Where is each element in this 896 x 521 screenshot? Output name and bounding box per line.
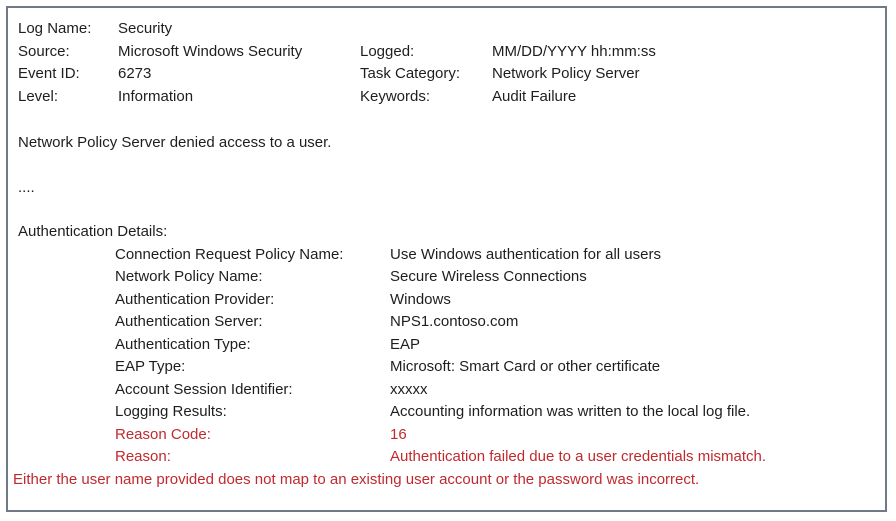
- detail-value: Microsoft: Smart Card or other certificate: [390, 358, 661, 375]
- source-value: Microsoft Windows Security: [118, 42, 303, 60]
- source-label: Source:: [18, 42, 70, 60]
- detail-row-network-policy: [18, 266, 875, 289]
- detail-row-connection-request-policy: [18, 244, 875, 267]
- detail-value: NPS1.contoso.com: [390, 313, 519, 330]
- detail-value: xxxxx: [390, 380, 428, 398]
- detail-row-logging-results: [18, 401, 875, 424]
- authentication-details-title: Authentication Details:: [18, 223, 168, 240]
- detail-label: Authentication Server:: [115, 313, 263, 330]
- keywords-label: Keywords:: [360, 87, 431, 105]
- detail-row-authentication-provider: [18, 289, 875, 312]
- level-label: Level:: [18, 87, 59, 105]
- detail-value: Authentication failed due to a user credentials mismatch.: [390, 448, 767, 465]
- event-log-panel: [6, 6, 887, 512]
- detail-row-eap-type: [18, 356, 875, 379]
- event-id-label: Event ID:: [18, 65, 80, 82]
- header-row-level: [18, 86, 875, 109]
- detail-label: Reason:: [115, 448, 171, 465]
- detail-value: Secure Wireless Connections: [390, 268, 587, 285]
- ellipsis-text: ....: [18, 178, 35, 196]
- failure-explanation-text: Either the user name provided does not map to an existing user account or the password was incorrect.: [13, 470, 700, 488]
- detail-row-authentication-type: [18, 334, 875, 357]
- task-category-label: Task Category:: [360, 65, 461, 82]
- detail-label: Authentication Provider:: [115, 290, 275, 308]
- event-log-content: [8, 8, 885, 491]
- detail-value: Accounting information was written to the local log file.: [390, 403, 751, 420]
- header-spacer: [360, 18, 492, 41]
- log-name-label: Log Name:: [18, 20, 92, 37]
- detail-label: Connection Request Policy Name:: [115, 245, 344, 263]
- detail-row-reason-code: [18, 424, 875, 447]
- detail-value: EAP: [390, 335, 421, 353]
- detail-row-authentication-server: [18, 311, 875, 334]
- logged-value: MM/DD/YYYY hh:mm:ss: [492, 42, 656, 60]
- detail-value: Use Windows authentication for all users: [390, 245, 661, 263]
- detail-label: Reason Code:: [115, 425, 211, 443]
- header-spacer: [492, 18, 875, 41]
- detail-row-reason: [18, 446, 875, 469]
- detail-label: Network Policy Name:: [115, 268, 263, 285]
- header-row-log-name: [18, 18, 875, 41]
- detail-label: Logging Results:: [115, 403, 227, 420]
- task-category-value: Network Policy Server: [492, 65, 640, 82]
- detail-label: Account Session Identifier:: [115, 380, 293, 398]
- detail-label: EAP Type:: [115, 358, 186, 375]
- logged-label: Logged:: [360, 42, 415, 60]
- detail-value: Windows: [390, 290, 451, 308]
- header-row-source: [18, 41, 875, 64]
- level-value: Information: [118, 87, 194, 105]
- keywords-value: Audit Failure: [492, 87, 577, 105]
- detail-row-account-session-identifier: [18, 379, 875, 402]
- event-description: Network Policy Server denied access to a user.: [18, 134, 332, 151]
- log-name-value: Security: [118, 20, 173, 37]
- detail-label: Authentication Type:: [115, 335, 251, 353]
- detail-value: 16: [390, 425, 407, 443]
- event-id-value: 6273: [118, 65, 152, 82]
- header-row-event-id: [18, 63, 875, 86]
